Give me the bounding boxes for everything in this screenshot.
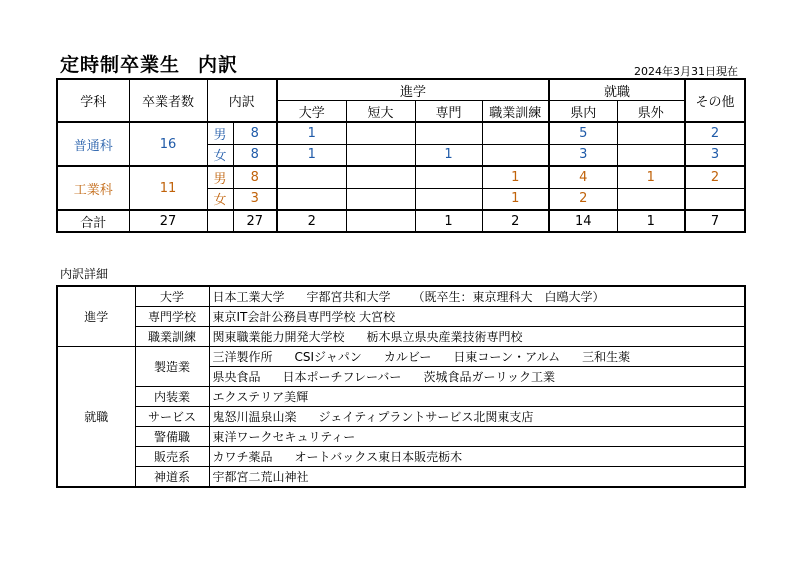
cell-value: [482, 144, 549, 166]
details-row: [57, 286, 745, 307]
cell-value: [346, 210, 415, 232]
dept-kogyo: 工業科: [57, 166, 129, 210]
details-daigaku-items: [209, 286, 745, 307]
title-sub: 内訳: [198, 54, 239, 76]
totals-n: 27: [233, 210, 277, 232]
list-item: カワチ薬品: [212, 450, 273, 464]
group-shingaku: 進学: [277, 79, 549, 101]
sub-daigaku: 大学: [277, 101, 346, 123]
cell-value: [277, 188, 346, 210]
list-item: 日本工業大学: [212, 290, 285, 304]
cell-value: 1: [277, 144, 346, 166]
details-row: [57, 427, 745, 447]
sub-shokugyo: 職業訓練: [482, 101, 549, 123]
list-item: （既卒生：東京理科大 白鴎大学）: [412, 290, 605, 304]
cell-value: [617, 122, 685, 144]
cell-value: 1: [482, 166, 549, 188]
details-daigaku-label: 大学: [135, 286, 209, 307]
col-sonota: その他: [685, 79, 745, 122]
cell-value: [415, 122, 482, 144]
col-gakka: 学科: [57, 79, 129, 122]
details-shinto-items: [209, 467, 745, 488]
details-keibi-items: [209, 427, 745, 447]
details-naiso-items: [209, 387, 745, 407]
cell-value: 14: [549, 210, 617, 232]
list-item: 関東職業能力開発大学校: [212, 330, 345, 344]
kogyo-male-n: 8: [233, 166, 277, 188]
cell-value: 3: [685, 144, 745, 166]
col-uchiwake: 内訳: [207, 79, 277, 122]
totals-empty: [207, 210, 233, 232]
cell-value: 3: [549, 144, 617, 166]
details-row: [57, 327, 745, 347]
list-item: 日東コーン・アルム: [453, 350, 561, 364]
details-shushoku-label: 就職: [57, 347, 135, 488]
cell-value: [415, 188, 482, 210]
kogyo-female-sex: 女: [207, 188, 233, 210]
details-hanbai-label: 販売系: [135, 447, 209, 467]
futsu-male-sex: 男: [207, 122, 233, 144]
list-item: 茨城食品ガーリック工業: [423, 370, 555, 384]
list-item: 東京IT会計公務員専門学校 大宮校: [212, 310, 396, 324]
cell-value: 2: [482, 210, 549, 232]
details-table: [56, 285, 746, 488]
sub-tandai: 短大: [346, 101, 415, 123]
list-item: 県央食品: [212, 370, 261, 384]
details-shokugyo-items: [209, 327, 745, 347]
list-item: 宇都宮共和大学: [306, 290, 391, 304]
cell-value: 2: [277, 210, 346, 232]
cell-value: [482, 122, 549, 144]
details-row: [57, 387, 745, 407]
list-item: エクステリア美輝: [212, 390, 309, 404]
cell-value: [617, 144, 685, 166]
cell-value: [617, 188, 685, 210]
list-item: 日本ポーチフレーバー: [282, 370, 402, 384]
details-row: [57, 347, 745, 367]
cell-value: 4: [549, 166, 617, 188]
cell-value: 1: [415, 210, 482, 232]
totals-row: [57, 210, 745, 232]
cell-value: [415, 166, 482, 188]
list-item: オートバックス東日本販売栃木: [294, 450, 463, 464]
sub-senmon: 専門: [415, 101, 482, 123]
sub-kennai: 県内: [549, 101, 617, 123]
details-row: [57, 307, 745, 327]
table-row: [57, 122, 745, 144]
details-row: [57, 467, 745, 488]
page-title: [60, 50, 238, 77]
col-sotsugyo: 卒業者数: [129, 79, 207, 122]
details-naiso-label: 内装業: [135, 387, 209, 407]
list-item: ジェイティプラントサービス北関東支店: [318, 410, 534, 424]
details-keibi-label: 警備職: [135, 427, 209, 447]
details-shingaku-label: 進学: [57, 286, 135, 347]
cell-value: [346, 144, 415, 166]
as-of-date: 2024年3月31日現在: [634, 65, 738, 78]
list-item: 鬼怒川温泉山楽: [212, 410, 297, 424]
list-item: CSIジャパン: [294, 350, 362, 364]
group-shushoku: 就職: [549, 79, 685, 101]
list-item: 宇都宮二荒山神社: [212, 470, 309, 484]
cell-value: 1: [415, 144, 482, 166]
futsu-total: 16: [129, 122, 207, 166]
cell-value: [277, 166, 346, 188]
cell-value: 1: [617, 210, 685, 232]
details-senmon-items: [209, 307, 745, 327]
details-seizo-label: 製造業: [135, 347, 209, 387]
list-item: 東洋ワークセキュリティー: [212, 430, 356, 444]
cell-value: [685, 188, 745, 210]
details-service-label: サービス: [135, 407, 209, 427]
details-senmon-label: 専門学校: [135, 307, 209, 327]
kogyo-total: 11: [129, 166, 207, 210]
list-item: 三洋製作所: [212, 350, 273, 364]
details-hanbai-items: [209, 447, 745, 467]
cell-value: 1: [482, 188, 549, 210]
sub-kengai: 県外: [617, 101, 685, 123]
details-seizo-row1: [209, 347, 745, 367]
details-shinto-label: 神道系: [135, 467, 209, 488]
cell-value: 1: [617, 166, 685, 188]
totals-sotsugyo: 27: [129, 210, 207, 232]
list-item: 栃木県立県央産業技術専門校: [366, 330, 523, 344]
details-row: [57, 407, 745, 427]
details-shokugyo-label: 職業訓練: [135, 327, 209, 347]
list-item: カルビー: [383, 350, 432, 364]
cell-value: 2: [685, 122, 745, 144]
cell-value: 2: [549, 188, 617, 210]
summary-table: [56, 78, 746, 233]
table-row: [57, 166, 745, 188]
details-service-items: [209, 407, 745, 427]
dept-futsu: 普通科: [57, 122, 129, 166]
futsu-male-n: 8: [233, 122, 277, 144]
list-item: 三和生薬: [582, 350, 631, 364]
details-seizo-row2: [209, 367, 745, 387]
cell-value: [346, 122, 415, 144]
cell-value: [346, 166, 415, 188]
cell-value: [346, 188, 415, 210]
header-row-1: [57, 79, 745, 101]
totals-label: 合計: [57, 210, 129, 232]
details-section-title: 内訳詳細: [60, 267, 109, 281]
cell-value: 1: [277, 122, 346, 144]
cell-value: 7: [685, 210, 745, 232]
kogyo-female-n: 3: [233, 188, 277, 210]
title-main: 定時制卒業生: [60, 54, 181, 76]
cell-value: 5: [549, 122, 617, 144]
details-row: [57, 447, 745, 467]
futsu-female-n: 8: [233, 144, 277, 166]
futsu-female-sex: 女: [207, 144, 233, 166]
cell-value: 2: [685, 166, 745, 188]
kogyo-male-sex: 男: [207, 166, 233, 188]
